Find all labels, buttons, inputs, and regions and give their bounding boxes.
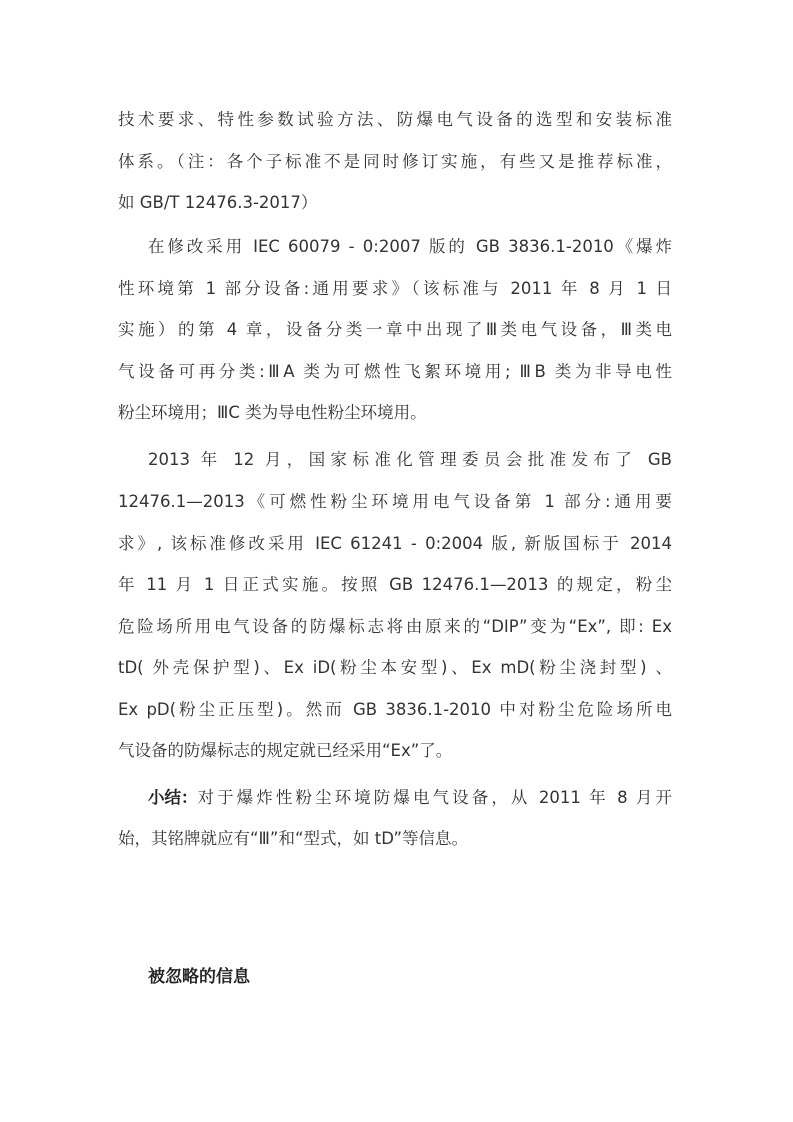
text-line: 2013 年 12 月，国家标准化管理委员会批准发布了 GB bbox=[148, 450, 672, 469]
text-line: Ex pD(粉尘正压型)。然而 GB 3836.1-2010 中对粉尘危险场所电 bbox=[118, 700, 672, 719]
text-line: 性环境第 1 部分设备:通用要求》（该标准与 2011 年 8 月 1 日 bbox=[118, 279, 672, 298]
text-line: 始，其铭牌就应有“Ⅲ”和“型式，如 tD”等信息。 bbox=[118, 829, 469, 848]
summary-text: 对于爆炸性粉尘环境防爆电气设备，从 2011 年 8 月开 bbox=[197, 788, 672, 807]
text-line: tD( 外壳保护型)、Ex iD(粉尘本安型)、Ex mD(粉尘浇封型) 、 bbox=[118, 658, 672, 677]
text-line: 在修改采用 IEC 60079 - 0:2007 版的 GB 3836.1-2010《爆炸 bbox=[148, 237, 672, 256]
text-line bbox=[148, 787, 672, 809]
text-line: 粉尘环境用；ⅢC 类为导电性粉尘环境用。 bbox=[118, 403, 427, 422]
text-line: 气设备可再分类:ⅢA 类为可燃性飞絮环境用; ⅢB 类为非导电性 bbox=[118, 362, 672, 381]
text-line: 如 GB/T 12476.3-2017） bbox=[118, 193, 318, 212]
text-line: 实施）的第 4 章，设备分类一章中出现了Ⅲ类电气设备，Ⅲ类电 bbox=[118, 320, 672, 339]
section-heading: 被忽略的信息 bbox=[148, 967, 250, 987]
text-line: 12476.1—2013《可燃性粉尘环境用电气设备第 1 部分:通用要 bbox=[118, 492, 672, 511]
text-line: 体系。（注：各个子标准不是同时修订实施，有些又是推荐标准， bbox=[118, 152, 672, 171]
text-line: 年 11 月 1 日正式实施。按照 GB 12476.1—2013 的规定，粉尘 bbox=[118, 575, 672, 594]
text-line: 危险场所用电气设备的防爆标志将由原来的“DIP”变为“Ex”, 即: Ex bbox=[118, 617, 672, 636]
text-line: 求》, 该标准修改采用 IEC 61241 - 0:2004 版, 新版国标于 2014 bbox=[118, 534, 672, 553]
text-line: 气设备的防爆标志的规定就已经采用“Ex”了。 bbox=[118, 741, 453, 760]
summary-label: 小结： bbox=[148, 788, 198, 807]
text-line: 技术要求、特性参数试验方法、防爆电气设备的选型和安装标准 bbox=[118, 110, 672, 129]
